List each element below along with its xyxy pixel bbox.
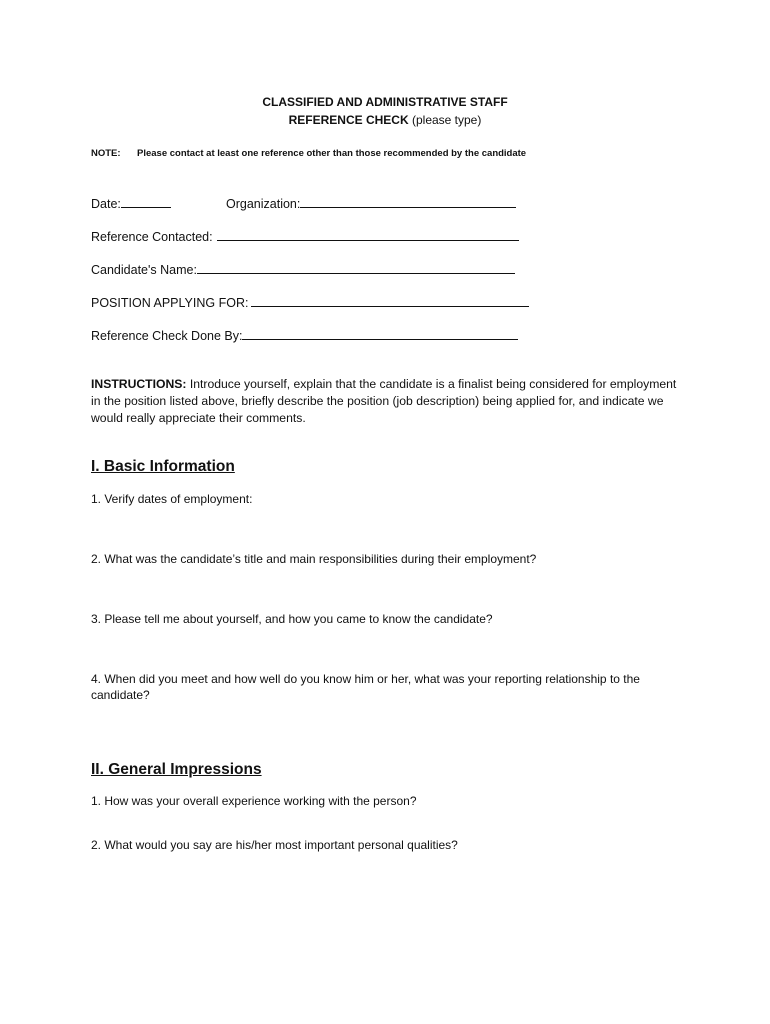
question-1-2: 2. What was the candidate’s title and main responsibilities during their employment?: [91, 552, 537, 566]
question-2-1: 1. How was your overall experience working with the person?: [91, 794, 417, 808]
note-label: NOTE:: [91, 148, 121, 159]
done-by-blank[interactable]: [242, 327, 518, 340]
instructions-text: Introduce yourself, explain that the candidate is a finalist being considered for employment in the position listed above, briefly describe the position (job description) being applied for, and indicate we would really appreciate their comments.: [91, 377, 677, 425]
date-field[interactable]: [91, 195, 171, 211]
organization-label: Organization:: [226, 197, 301, 211]
form-title: CLASSIFIED AND ADMINISTRATIVE STAFF: [262, 95, 508, 109]
instructions-label: INSTRUCTIONS:: [91, 377, 187, 391]
candidate-name-field[interactable]: [91, 261, 515, 277]
question-1-4: 4. When did you meet and how well do you know him or her, what was your reporting relationship to the candidate?: [91, 672, 640, 702]
reference-contacted-label: Reference Contacted:: [91, 230, 213, 244]
position-blank[interactable]: [251, 294, 529, 307]
date-label: Date:: [91, 197, 121, 211]
reference-contacted-blank[interactable]: [217, 228, 519, 241]
question-2-2: 2. What would you say are his/her most important personal qualities?: [91, 838, 458, 852]
section-general-impressions-title: II. General Impressions: [91, 761, 262, 778]
note-text: Please contact at least one reference other than those recommended by the candidate: [137, 148, 527, 159]
instructions: [91, 376, 681, 427]
form-subtitle: [0, 113, 770, 127]
section-basic-information-title: I. Basic Information: [91, 458, 235, 475]
done-by-label: Reference Check Done By:: [91, 329, 243, 343]
subtitle-bold: REFERENCE CHECK: [288, 113, 409, 127]
position-field[interactable]: [91, 294, 529, 310]
candidate-name-label: Candidate's Name:: [91, 263, 197, 277]
organization-field[interactable]: [226, 195, 516, 211]
question-1-3: 3. Please tell me about yourself, and how you came to know the candidate?: [91, 612, 493, 626]
position-label: POSITION APPLYING FOR:: [91, 296, 249, 310]
done-by-field[interactable]: [91, 327, 518, 343]
reference-contacted-field[interactable]: [91, 228, 519, 244]
organization-blank[interactable]: [300, 195, 516, 208]
date-blank[interactable]: [121, 195, 171, 208]
subtitle-note: (please type): [411, 113, 482, 127]
candidate-name-blank[interactable]: [197, 261, 515, 274]
question-1-1: 1. Verify dates of employment:: [91, 492, 253, 506]
